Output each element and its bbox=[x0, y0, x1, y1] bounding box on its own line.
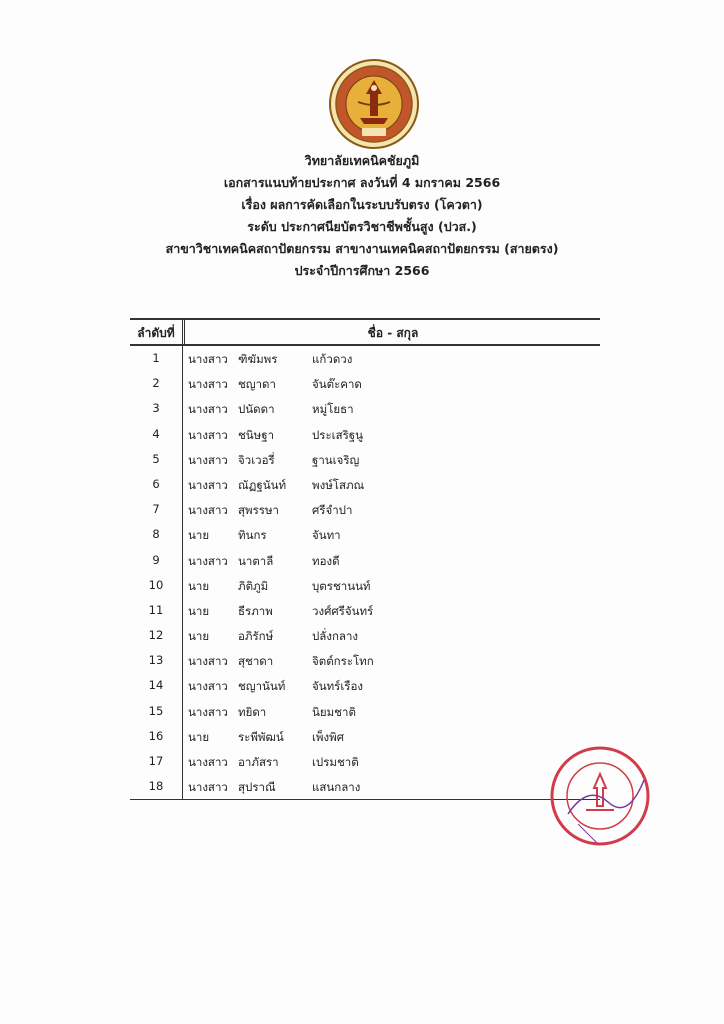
name-title: นาย bbox=[188, 603, 210, 618]
last-name: พงษ์โสภณ bbox=[312, 477, 365, 492]
name-title: นางสาว bbox=[188, 654, 228, 669]
first-name: ชญาดา bbox=[238, 377, 276, 392]
name-title: นาย bbox=[188, 729, 210, 744]
table-row bbox=[130, 749, 600, 774]
first-name: อาภัสรา bbox=[238, 755, 279, 769]
name-title: นางสาว bbox=[188, 352, 228, 366]
last-name: ทองดี bbox=[312, 553, 340, 568]
table-row bbox=[130, 346, 600, 371]
row-number: 15 bbox=[148, 703, 164, 718]
first-name: ชญานันท์ bbox=[238, 679, 286, 694]
first-name: ภิติภูมิ bbox=[238, 578, 269, 593]
table-row bbox=[130, 472, 600, 497]
name-title: นาย bbox=[188, 528, 210, 543]
last-name: บุตรชานนท์ bbox=[312, 578, 371, 593]
row-number: 12 bbox=[148, 628, 164, 643]
name-title: นาย bbox=[188, 578, 210, 593]
table-row bbox=[130, 774, 600, 799]
name-title: นางสาว bbox=[188, 780, 228, 795]
table-row bbox=[130, 724, 600, 749]
first-name: ทินกร bbox=[238, 528, 267, 543]
name-title: นางสาว bbox=[188, 755, 228, 769]
row-number: 10 bbox=[148, 577, 164, 592]
first-name: อภิรักษ์ bbox=[238, 629, 274, 644]
name-title: นางสาว bbox=[188, 427, 228, 442]
row-number: 1 bbox=[152, 351, 160, 365]
first-name: สุชาดา bbox=[238, 654, 274, 669]
college-stamp bbox=[548, 744, 652, 848]
subject-line: เรื่อง ผลการคัดเลือกในระบบรับตรง (โควตา) bbox=[241, 197, 483, 212]
last-name: แสนกลาง bbox=[312, 780, 361, 795]
row-number: 5 bbox=[152, 451, 160, 466]
name-title: นางสาว bbox=[188, 477, 228, 492]
name-title: นางสาว bbox=[188, 679, 228, 694]
table-row bbox=[130, 548, 600, 573]
name-title: นางสาว bbox=[188, 503, 228, 518]
first-name: สุปราณี bbox=[238, 780, 276, 795]
last-name: หมู่โยธา bbox=[312, 402, 354, 417]
last-name: แก้วดวง bbox=[312, 352, 353, 366]
name-title: นาย bbox=[188, 629, 210, 644]
row-number: 9 bbox=[152, 552, 160, 567]
table-row bbox=[130, 422, 600, 447]
document-header bbox=[0, 150, 724, 282]
name-title: นางสาว bbox=[188, 377, 228, 392]
last-name: จันทร์เรือง bbox=[312, 679, 363, 694]
last-name: ปลั่งกลาง bbox=[312, 629, 359, 644]
last-name: ศรีจำปา bbox=[312, 503, 353, 518]
row-number: 11 bbox=[148, 602, 164, 617]
last-name: วงศ์ศรีจันทร์ bbox=[312, 603, 374, 618]
last-name: เปรมชาติ bbox=[312, 755, 359, 769]
row-number: 6 bbox=[152, 476, 160, 491]
table-row bbox=[130, 497, 600, 522]
name-column-header: ชื่อ - สกุล bbox=[367, 326, 419, 340]
table-row bbox=[130, 573, 600, 598]
first-name: ทยิดา bbox=[238, 704, 267, 719]
row-number: 4 bbox=[152, 426, 160, 441]
attachment-line: เอกสารแนบท้ายประกาศ ลงวันที่ 4 มกราคม 2566 bbox=[223, 175, 501, 190]
table-row bbox=[130, 447, 600, 472]
table-row bbox=[130, 396, 600, 421]
last-name: นิยมชาติ bbox=[312, 704, 356, 719]
college-name: วิทยาลัยเทคนิคชัยภูมิ bbox=[304, 153, 420, 168]
level-line: ระดับ ประกาศนียบัตรวิชาชีพชั้นสูง (ปวส.) bbox=[247, 219, 477, 234]
first-name: ณัฏฐนันท์ bbox=[238, 477, 287, 492]
last-name: จันต๊ะคาด bbox=[312, 377, 362, 392]
table-header bbox=[130, 318, 600, 346]
row-number: 14 bbox=[148, 678, 164, 693]
first-name: ฑิฆัมพร bbox=[238, 352, 278, 366]
row-number: 18 bbox=[148, 779, 164, 794]
row-number: 17 bbox=[148, 754, 164, 768]
table-row bbox=[130, 598, 600, 623]
row-number: 16 bbox=[148, 728, 164, 743]
table-row bbox=[130, 699, 600, 724]
last-name: ประเสริฐนู bbox=[312, 427, 363, 442]
table-row bbox=[130, 623, 600, 648]
table-body bbox=[130, 346, 600, 800]
first-name: ชนิษฐา bbox=[238, 427, 275, 442]
row-number: 7 bbox=[152, 502, 160, 517]
number-column-header: ลำดับที่ bbox=[137, 326, 175, 340]
first-name: ระพีพัฒน์ bbox=[238, 729, 284, 744]
row-number: 3 bbox=[152, 401, 160, 416]
last-name: เพ็งพิศ bbox=[312, 729, 345, 744]
row-number: 8 bbox=[152, 527, 160, 542]
academic-year-line: ประจำปีการศึกษา 2566 bbox=[294, 263, 430, 278]
table-row bbox=[130, 648, 600, 673]
name-title: นางสาว bbox=[188, 553, 228, 568]
last-name: ฐานเจริญ bbox=[312, 452, 360, 467]
first-name: ธีรภาพ bbox=[238, 603, 273, 618]
name-title: นางสาว bbox=[188, 452, 228, 467]
row-number: 13 bbox=[148, 653, 164, 668]
row-number: 2 bbox=[152, 376, 160, 391]
table-row bbox=[130, 522, 600, 547]
name-title: นางสาว bbox=[188, 704, 228, 719]
table-row bbox=[130, 371, 600, 396]
name-title: นางสาว bbox=[188, 402, 228, 417]
results-table bbox=[130, 318, 600, 800]
department-line: สาขาวิชาเทคนิคสถาปัตยกรรม สาขางานเทคนิคสถาปัตยกรรม (สายตรง) bbox=[165, 241, 559, 256]
first-name: จิวเวอรี่ bbox=[238, 452, 275, 467]
first-name: สุพรรษา bbox=[238, 503, 279, 518]
college-logo bbox=[328, 58, 420, 150]
first-name: ปนัดดา bbox=[238, 402, 275, 417]
last-name: จิตต์กระโทก bbox=[312, 654, 374, 669]
first-name: นาตาลี bbox=[238, 553, 274, 568]
last-name: จันทา bbox=[312, 528, 341, 543]
column-divider bbox=[182, 320, 185, 344]
table-row bbox=[130, 673, 600, 698]
